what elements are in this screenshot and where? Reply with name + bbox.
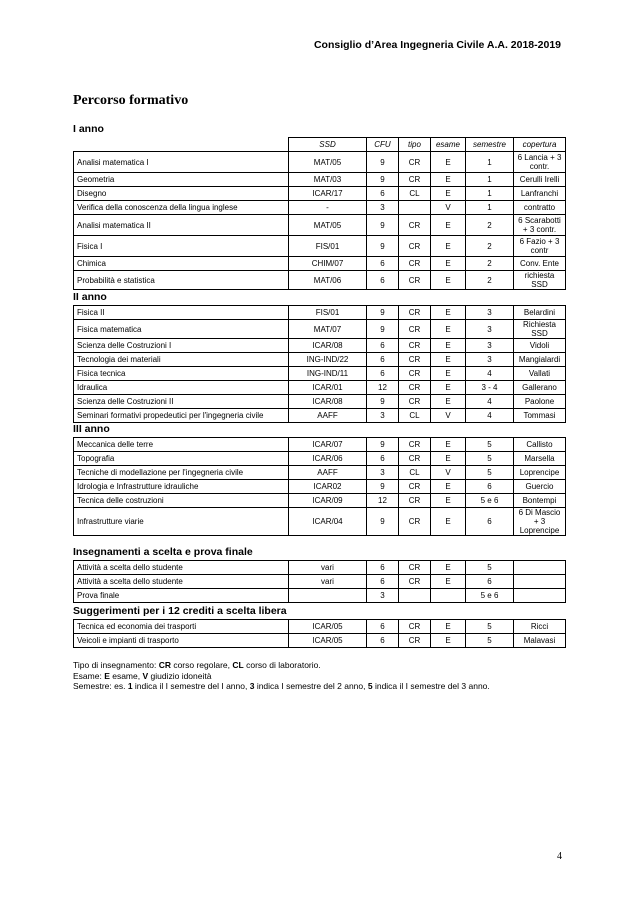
- table-cell: E: [431, 306, 466, 320]
- table-cell: CR: [399, 320, 431, 339]
- column-header: esame: [431, 138, 466, 152]
- table-cell: 1: [466, 187, 514, 201]
- table-cell: ICAR02: [289, 480, 367, 494]
- table-cell: 5: [466, 634, 514, 648]
- course-name: Scienza delle Costruzioni II: [74, 395, 289, 409]
- table-cell: ICAR/07: [289, 438, 367, 452]
- table-cell: 5: [466, 452, 514, 466]
- table-cell: Paolone: [514, 395, 566, 409]
- column-header: CFU: [367, 138, 399, 152]
- table-cell: Guercio: [514, 480, 566, 494]
- page-number: 4: [557, 851, 562, 862]
- table-cell: ICAR/04: [289, 508, 367, 536]
- table-cell: 3: [466, 353, 514, 367]
- table-cell: 5 e 6: [466, 494, 514, 508]
- table-cell: vari: [289, 575, 367, 589]
- table-cell: E: [431, 561, 466, 575]
- table-cell: ICAR/08: [289, 395, 367, 409]
- course-name: Attività a scelta dello studente: [74, 561, 289, 575]
- table-cell: Mangialardi: [514, 353, 566, 367]
- table-row: [74, 620, 566, 634]
- table-cell: CL: [399, 187, 431, 201]
- table-cell: [514, 575, 566, 589]
- course-name: Fisica II: [74, 306, 289, 320]
- table-cell: E: [431, 353, 466, 367]
- table-cell: vari: [289, 561, 367, 575]
- table-row: [74, 589, 566, 603]
- table-cell: E: [431, 271, 466, 290]
- table-cell: -: [289, 201, 367, 215]
- table-cell: CR: [399, 215, 431, 236]
- table-cell: 5: [466, 561, 514, 575]
- table-row: [74, 452, 566, 466]
- table-cell: 6: [466, 575, 514, 589]
- table-cell: Loprencipe: [514, 466, 566, 480]
- table-cell: CR: [399, 438, 431, 452]
- table-cell: [289, 589, 367, 603]
- table-cell: CR: [399, 257, 431, 271]
- table-cell: 3: [466, 339, 514, 353]
- table-cell: 2: [466, 215, 514, 236]
- table-cell: V: [431, 409, 466, 423]
- table-cell: Tommasi: [514, 409, 566, 423]
- table-cell: E: [431, 634, 466, 648]
- table-cell: ICAR/08: [289, 339, 367, 353]
- course-name: Tecnologia dei materiali: [74, 353, 289, 367]
- table-cell: 6: [367, 353, 399, 367]
- table-cell: 6: [466, 480, 514, 494]
- table-row: [74, 508, 566, 536]
- table-cell: 2: [466, 257, 514, 271]
- course-name: Fisica I: [74, 236, 289, 257]
- table-cell: 1: [466, 152, 514, 173]
- table-cell: E: [431, 620, 466, 634]
- course-table: [73, 137, 566, 290]
- table-row: [74, 236, 566, 257]
- table-cell: 2: [466, 271, 514, 290]
- course-name: Fisica tecnica: [74, 367, 289, 381]
- course-table: [73, 305, 566, 423]
- header-row: [74, 138, 566, 152]
- table-cell: 5: [466, 466, 514, 480]
- table-cell: 6: [367, 561, 399, 575]
- document-header: Consiglio d’Area Ingegneria Civile A.A. 2018-2019: [313, 39, 561, 51]
- table-cell: CR: [399, 271, 431, 290]
- table-cell: 5: [466, 438, 514, 452]
- course-name: Verifica della conoscenza della lingua inglese: [74, 201, 289, 215]
- course-table: [73, 437, 566, 536]
- table-cell: ICAR/01: [289, 381, 367, 395]
- table-cell: ICAR/17: [289, 187, 367, 201]
- table-cell: ICAR/05: [289, 620, 367, 634]
- table-cell: E: [431, 236, 466, 257]
- table-cell: 12: [367, 381, 399, 395]
- table-cell: 6 Lancia + 3 contr.: [514, 152, 566, 173]
- course-name: Analisi matematica II: [74, 215, 289, 236]
- course-name: Meccanica delle terre: [74, 438, 289, 452]
- course-name: Disegno: [74, 187, 289, 201]
- table-row: [74, 271, 566, 290]
- table-cell: 5: [466, 620, 514, 634]
- table-cell: E: [431, 320, 466, 339]
- table-row: [74, 353, 566, 367]
- table-cell: ICAR/09: [289, 494, 367, 508]
- course-name: Fisica matematica: [74, 320, 289, 339]
- course-name: Infrastrutture viarie: [74, 508, 289, 536]
- table-cell: E: [431, 367, 466, 381]
- table-cell: Callisto: [514, 438, 566, 452]
- course-name: Idraulica: [74, 381, 289, 395]
- table-cell: 6 Fazio + 3 contr: [514, 236, 566, 257]
- table-cell: E: [431, 575, 466, 589]
- table-cell: 9: [367, 236, 399, 257]
- table-cell: 9: [367, 438, 399, 452]
- table-cell: FIS/01: [289, 306, 367, 320]
- table-row: [74, 438, 566, 452]
- table-cell: CR: [399, 152, 431, 173]
- table-cell: 4: [466, 409, 514, 423]
- table-row: [74, 634, 566, 648]
- table-cell: 6: [367, 367, 399, 381]
- table-cell: 4: [466, 367, 514, 381]
- table-cell: AAFF: [289, 409, 367, 423]
- section-4: [73, 604, 565, 648]
- table-cell: 6: [367, 620, 399, 634]
- table-row: [74, 320, 566, 339]
- table-cell: CR: [399, 306, 431, 320]
- table-cell: 9: [367, 320, 399, 339]
- table-cell: E: [431, 438, 466, 452]
- table-cell: contratto: [514, 201, 566, 215]
- course-name: Probabilità e statistica: [74, 271, 289, 290]
- table-cell: Marsella: [514, 452, 566, 466]
- section-2: [73, 422, 565, 536]
- table-cell: 9: [367, 215, 399, 236]
- table-cell: CR: [399, 452, 431, 466]
- course-name: Idrologia e Infrastrutture idrauliche: [74, 480, 289, 494]
- section-3: [73, 545, 565, 603]
- course-name: Topografia: [74, 452, 289, 466]
- table-cell: 6: [367, 452, 399, 466]
- section-title: Insegnamenti a scelta e prova finale: [73, 546, 253, 558]
- section-title: I anno: [73, 123, 104, 135]
- table-cell: E: [431, 494, 466, 508]
- table-cell: Cerulli Irelli: [514, 173, 566, 187]
- table-cell: Conv. Ente: [514, 257, 566, 271]
- note-tipo: Tipo di insegnamento: CR corso regolare, CL corso di laboratorio.: [73, 660, 321, 670]
- table-cell: 9: [367, 306, 399, 320]
- table-cell: CR: [399, 353, 431, 367]
- course-table: [73, 619, 566, 648]
- table-cell: ING-IND/11: [289, 367, 367, 381]
- course-name: Prova finale: [74, 589, 289, 603]
- table-cell: 4: [466, 395, 514, 409]
- table-cell: ING-IND/22: [289, 353, 367, 367]
- table-row: [74, 257, 566, 271]
- table-cell: 6: [367, 257, 399, 271]
- table-cell: 3: [367, 409, 399, 423]
- table-cell: 6: [367, 575, 399, 589]
- section-title: III anno: [73, 423, 110, 435]
- table-cell: 3: [466, 320, 514, 339]
- table-cell: 3: [466, 306, 514, 320]
- table-cell: 9: [367, 508, 399, 536]
- table-cell: ICAR/05: [289, 634, 367, 648]
- table-cell: 9: [367, 395, 399, 409]
- column-header: copertura: [514, 138, 566, 152]
- header-blank: [74, 138, 289, 152]
- table-cell: ICAR/06: [289, 452, 367, 466]
- table-cell: E: [431, 257, 466, 271]
- table-cell: richiesta SSD: [514, 271, 566, 290]
- table-row: [74, 381, 566, 395]
- table-cell: 6: [367, 271, 399, 290]
- table-cell: 9: [367, 152, 399, 173]
- course-name: Tecnica delle costruzioni: [74, 494, 289, 508]
- table-cell: 1: [466, 173, 514, 187]
- table-row: [74, 367, 566, 381]
- table-row: [74, 466, 566, 480]
- course-name: Scienza delle Costruzioni I: [74, 339, 289, 353]
- table-cell: Belardini: [514, 306, 566, 320]
- table-cell: E: [431, 187, 466, 201]
- course-name: Veicoli e impianti di trasporto: [74, 634, 289, 648]
- table-cell: Richiesta SSD: [514, 320, 566, 339]
- table-cell: CL: [399, 409, 431, 423]
- table-cell: Ricci: [514, 620, 566, 634]
- section-title: II anno: [73, 291, 107, 303]
- table-cell: CR: [399, 381, 431, 395]
- table-row: [74, 409, 566, 423]
- table-row: [74, 152, 566, 173]
- table-cell: CR: [399, 508, 431, 536]
- page-title: Percorso formativo: [73, 93, 189, 108]
- table-cell: 3: [367, 466, 399, 480]
- table-cell: 6: [367, 634, 399, 648]
- table-cell: CR: [399, 634, 431, 648]
- table-cell: CR: [399, 367, 431, 381]
- table-cell: Vallati: [514, 367, 566, 381]
- table-cell: 6: [367, 187, 399, 201]
- table-cell: [399, 201, 431, 215]
- section-1: [73, 290, 565, 423]
- course-name: Tecnica ed economia dei trasporti: [74, 620, 289, 634]
- table-cell: E: [431, 152, 466, 173]
- table-row: [74, 187, 566, 201]
- table-row: [74, 494, 566, 508]
- table-cell: [514, 561, 566, 575]
- course-name: Analisi matematica I: [74, 152, 289, 173]
- table-cell: MAT/05: [289, 215, 367, 236]
- table-cell: E: [431, 452, 466, 466]
- table-cell: [399, 589, 431, 603]
- table-row: [74, 339, 566, 353]
- table-cell: E: [431, 395, 466, 409]
- table-cell: 5 e 6: [466, 589, 514, 603]
- table-cell: CR: [399, 494, 431, 508]
- table-row: [74, 561, 566, 575]
- table-row: [74, 480, 566, 494]
- course-table: [73, 560, 566, 603]
- table-cell: 3: [367, 201, 399, 215]
- table-cell: CHIM/07: [289, 257, 367, 271]
- note-semestre: Semestre: es. 1 indica il I semestre del I anno, 3 indica I semestre del 2 anno, 5 indica il I semestre del 3 anno.: [73, 681, 490, 691]
- table-cell: 6: [466, 508, 514, 536]
- table-cell: CR: [399, 480, 431, 494]
- table-cell: CR: [399, 173, 431, 187]
- table-cell: MAT/06: [289, 271, 367, 290]
- course-name: Chimica: [74, 257, 289, 271]
- table-cell: E: [431, 215, 466, 236]
- column-header: SSD: [289, 138, 367, 152]
- table-cell: CR: [399, 620, 431, 634]
- table-cell: 9: [367, 480, 399, 494]
- table-cell: CR: [399, 395, 431, 409]
- table-cell: V: [431, 201, 466, 215]
- table-cell: 12: [367, 494, 399, 508]
- table-cell: CR: [399, 561, 431, 575]
- table-row: [74, 306, 566, 320]
- legend-notes: [73, 660, 490, 692]
- table-cell: E: [431, 339, 466, 353]
- table-cell: [514, 589, 566, 603]
- section-0: [73, 122, 565, 290]
- table-cell: CR: [399, 236, 431, 257]
- table-cell: Gallerano: [514, 381, 566, 395]
- table-cell: CR: [399, 575, 431, 589]
- table-row: [74, 215, 566, 236]
- table-cell: FIS/01: [289, 236, 367, 257]
- table-cell: MAT/05: [289, 152, 367, 173]
- table-cell: 1: [466, 201, 514, 215]
- table-cell: [431, 589, 466, 603]
- table-cell: E: [431, 480, 466, 494]
- table-cell: 3 - 4: [466, 381, 514, 395]
- table-row: [74, 173, 566, 187]
- section-title: Suggerimenti per i 12 crediti a scelta libera: [73, 605, 287, 617]
- table-cell: CR: [399, 339, 431, 353]
- table-row: [74, 201, 566, 215]
- course-name: Geometria: [74, 173, 289, 187]
- table-row: [74, 395, 566, 409]
- table-cell: 6 Di Mascio + 3 Loprencipe: [514, 508, 566, 536]
- table-cell: MAT/07: [289, 320, 367, 339]
- table-cell: E: [431, 381, 466, 395]
- table-cell: Bontempi: [514, 494, 566, 508]
- table-cell: MAT/03: [289, 173, 367, 187]
- table-cell: V: [431, 466, 466, 480]
- column-header: semestre: [466, 138, 514, 152]
- table-cell: Malavasi: [514, 634, 566, 648]
- table-cell: 3: [367, 589, 399, 603]
- table-cell: E: [431, 173, 466, 187]
- note-esame: Esame: E esame, V giudizio idoneità: [73, 670, 212, 681]
- table-cell: 2: [466, 236, 514, 257]
- table-cell: Vidoli: [514, 339, 566, 353]
- course-name: Tecniche di modellazione per l'ingegneria civile: [74, 466, 289, 480]
- table-row: [74, 575, 566, 589]
- table-cell: 6 Scarabotti + 3 contr.: [514, 215, 566, 236]
- table-cell: Lanfranchi: [514, 187, 566, 201]
- column-header: tipo: [399, 138, 431, 152]
- table-cell: 6: [367, 339, 399, 353]
- table-cell: CL: [399, 466, 431, 480]
- table-cell: E: [431, 508, 466, 536]
- table-cell: 9: [367, 173, 399, 187]
- course-name: Seminari formativi propedeutici per l'ingegneria civile: [74, 409, 289, 423]
- course-name: Attività a scelta dello studente: [74, 575, 289, 589]
- table-cell: AAFF: [289, 466, 367, 480]
